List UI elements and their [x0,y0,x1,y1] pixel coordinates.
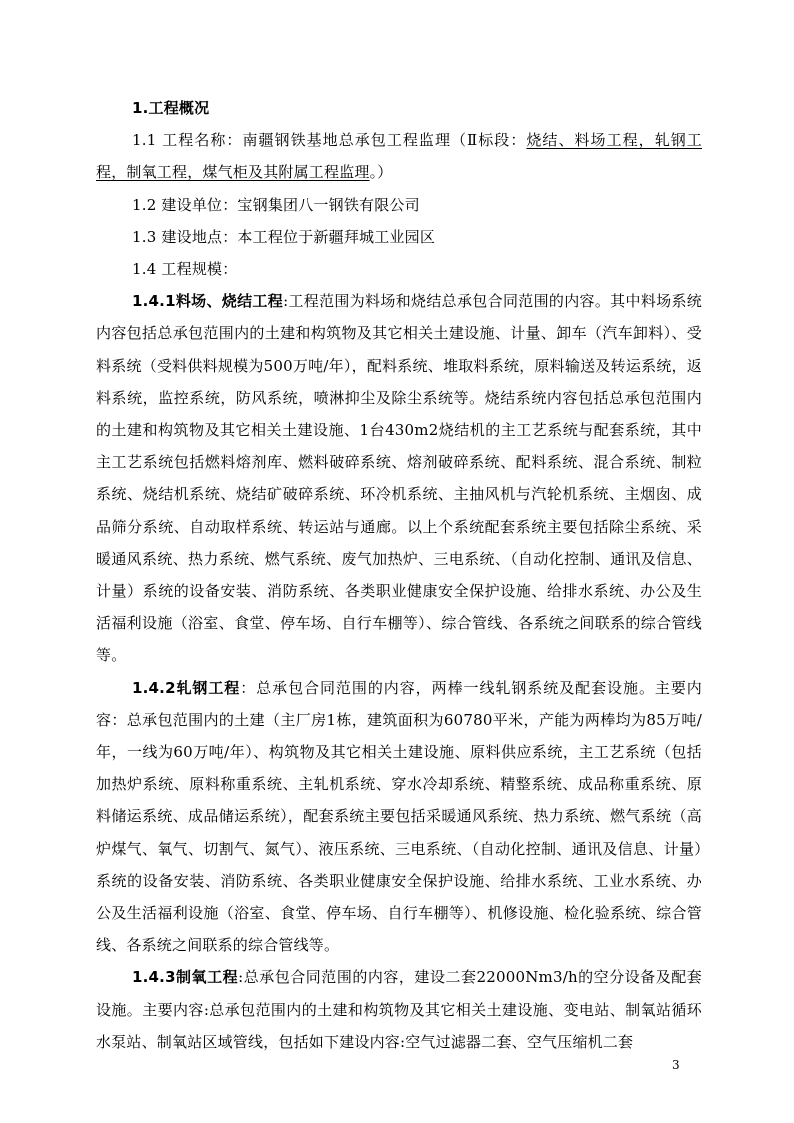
paragraph-1-4: 1.4 工程规模： [132,260,238,279]
paragraph-1-4-3 [96,961,702,1058]
paragraph-1-4-1 [96,285,702,671]
paragraph-1-4-2 [96,672,702,962]
paragraph-1-1 [96,124,702,188]
paragraph-body: :工程范围为料场和烧结总承包合同范围的内容。其中料场系统内容包括总承包范围内的土建和构筑物及其它相关土建设施、计量、卸车（汽车卸料）、受料系统（受料供料规模为500万吨/年），配料系统、堆取料系统，原料输送及转运系统，返料系统，监控系统，防风系统，喷淋抑尘及除尘系统等。烧结系统内容包括总承包范围内的土建和构筑物及其它相关土建设施、1台430m2烧结机的主工艺系统与配套系统，其中主工艺系统包括燃料熔剂库、燃料破碎系统、熔剂破碎系统、配料系统、混合系统、制粒系统、烧结机系统、烧结矿破碎系统、环冷机系统、主抽风机与汽轮机系统、主烟囱、成品筛分系统、自动取样系统、转运站与通廊。以上个系统配套系统主要包括除尘系统、采暖通风系统、热力系统、燃气系统、废气加热炉、三电系统、（自动化控制、通讯及信息、计量）系统的设备安装、消防系统、各类职业健康安全保护设施、给排水系统、办公及生活福利设施（浴室、食堂、停车场、自行车棚等）、综合管线、各系统之间联系的综合管线等。 [96,292,702,665]
page-number: 3 [672,1058,680,1072]
subsection-heading: 1.4.1料场、烧结工程 [132,292,284,311]
text: 。） [369,163,393,182]
subsection-heading: 1.4.2轧钢工程 [132,678,241,697]
document-body [96,92,702,1058]
text: 1.1 工程名称：南疆钢铁基地总承包工程监理（Ⅱ标段： [132,131,527,150]
paragraph-1-3: 1.3 建设地点：本工程位于新疆拜城工业园区 [132,227,436,246]
paragraph-1-2: 1.2 建设单位：宝钢集团八一钢铁有限公司 [132,195,420,214]
paragraph-body: ：总承包合同范围的内容，两棒一线轧钢系统及配套设施。主要内容：总承包范围内的土建（主厂房1栋，建筑面积为60780平米，产能为两棒均为85万吨/年，一线为60万吨/年）、构筑物及其它相关土建设施、原料供应系统，主工艺系统（包括加热炉系统、原料称重系统、主轧机系统、穿水冷却系统、精整系统、成品称重系统、原料储运系统、成品储运系统），配套系统主要包括采暖通风系统、热力系统、燃气系统（高炉煤气、氧气、切割气、氮气）、液压系统、三电系统、（自动化控制、通讯及信息、计量）系统的设备安装、消防系统、各类职业健康安全保护设施、给排水系统、工业水系统、办公及生活福利设施（浴室、食堂、停车场、自行车棚等）、机修设施、检化验系统、综合管线、各系统之间联系的综合管线等。 [96,678,702,955]
underlined-text: 烧结、料场工程，轧钢工程，制氧工程，煤气柜及其附属工程监理 [96,131,702,182]
paragraph-body: :总承包合同范围的内容，建设二套22000Nm3/h的空分设备及配套设施。主要内容:总承包范围内的土建和构筑物及其它相关土建设施、变电站、制氧站循环水泵站、制氧站区域管线，包括如下建设内容:空气过滤器二套、空气压缩机二套 [96,968,702,1051]
subsection-heading: 1.4.3制氧工程 [132,968,239,987]
section-title: 1.工程概况 [132,99,210,117]
